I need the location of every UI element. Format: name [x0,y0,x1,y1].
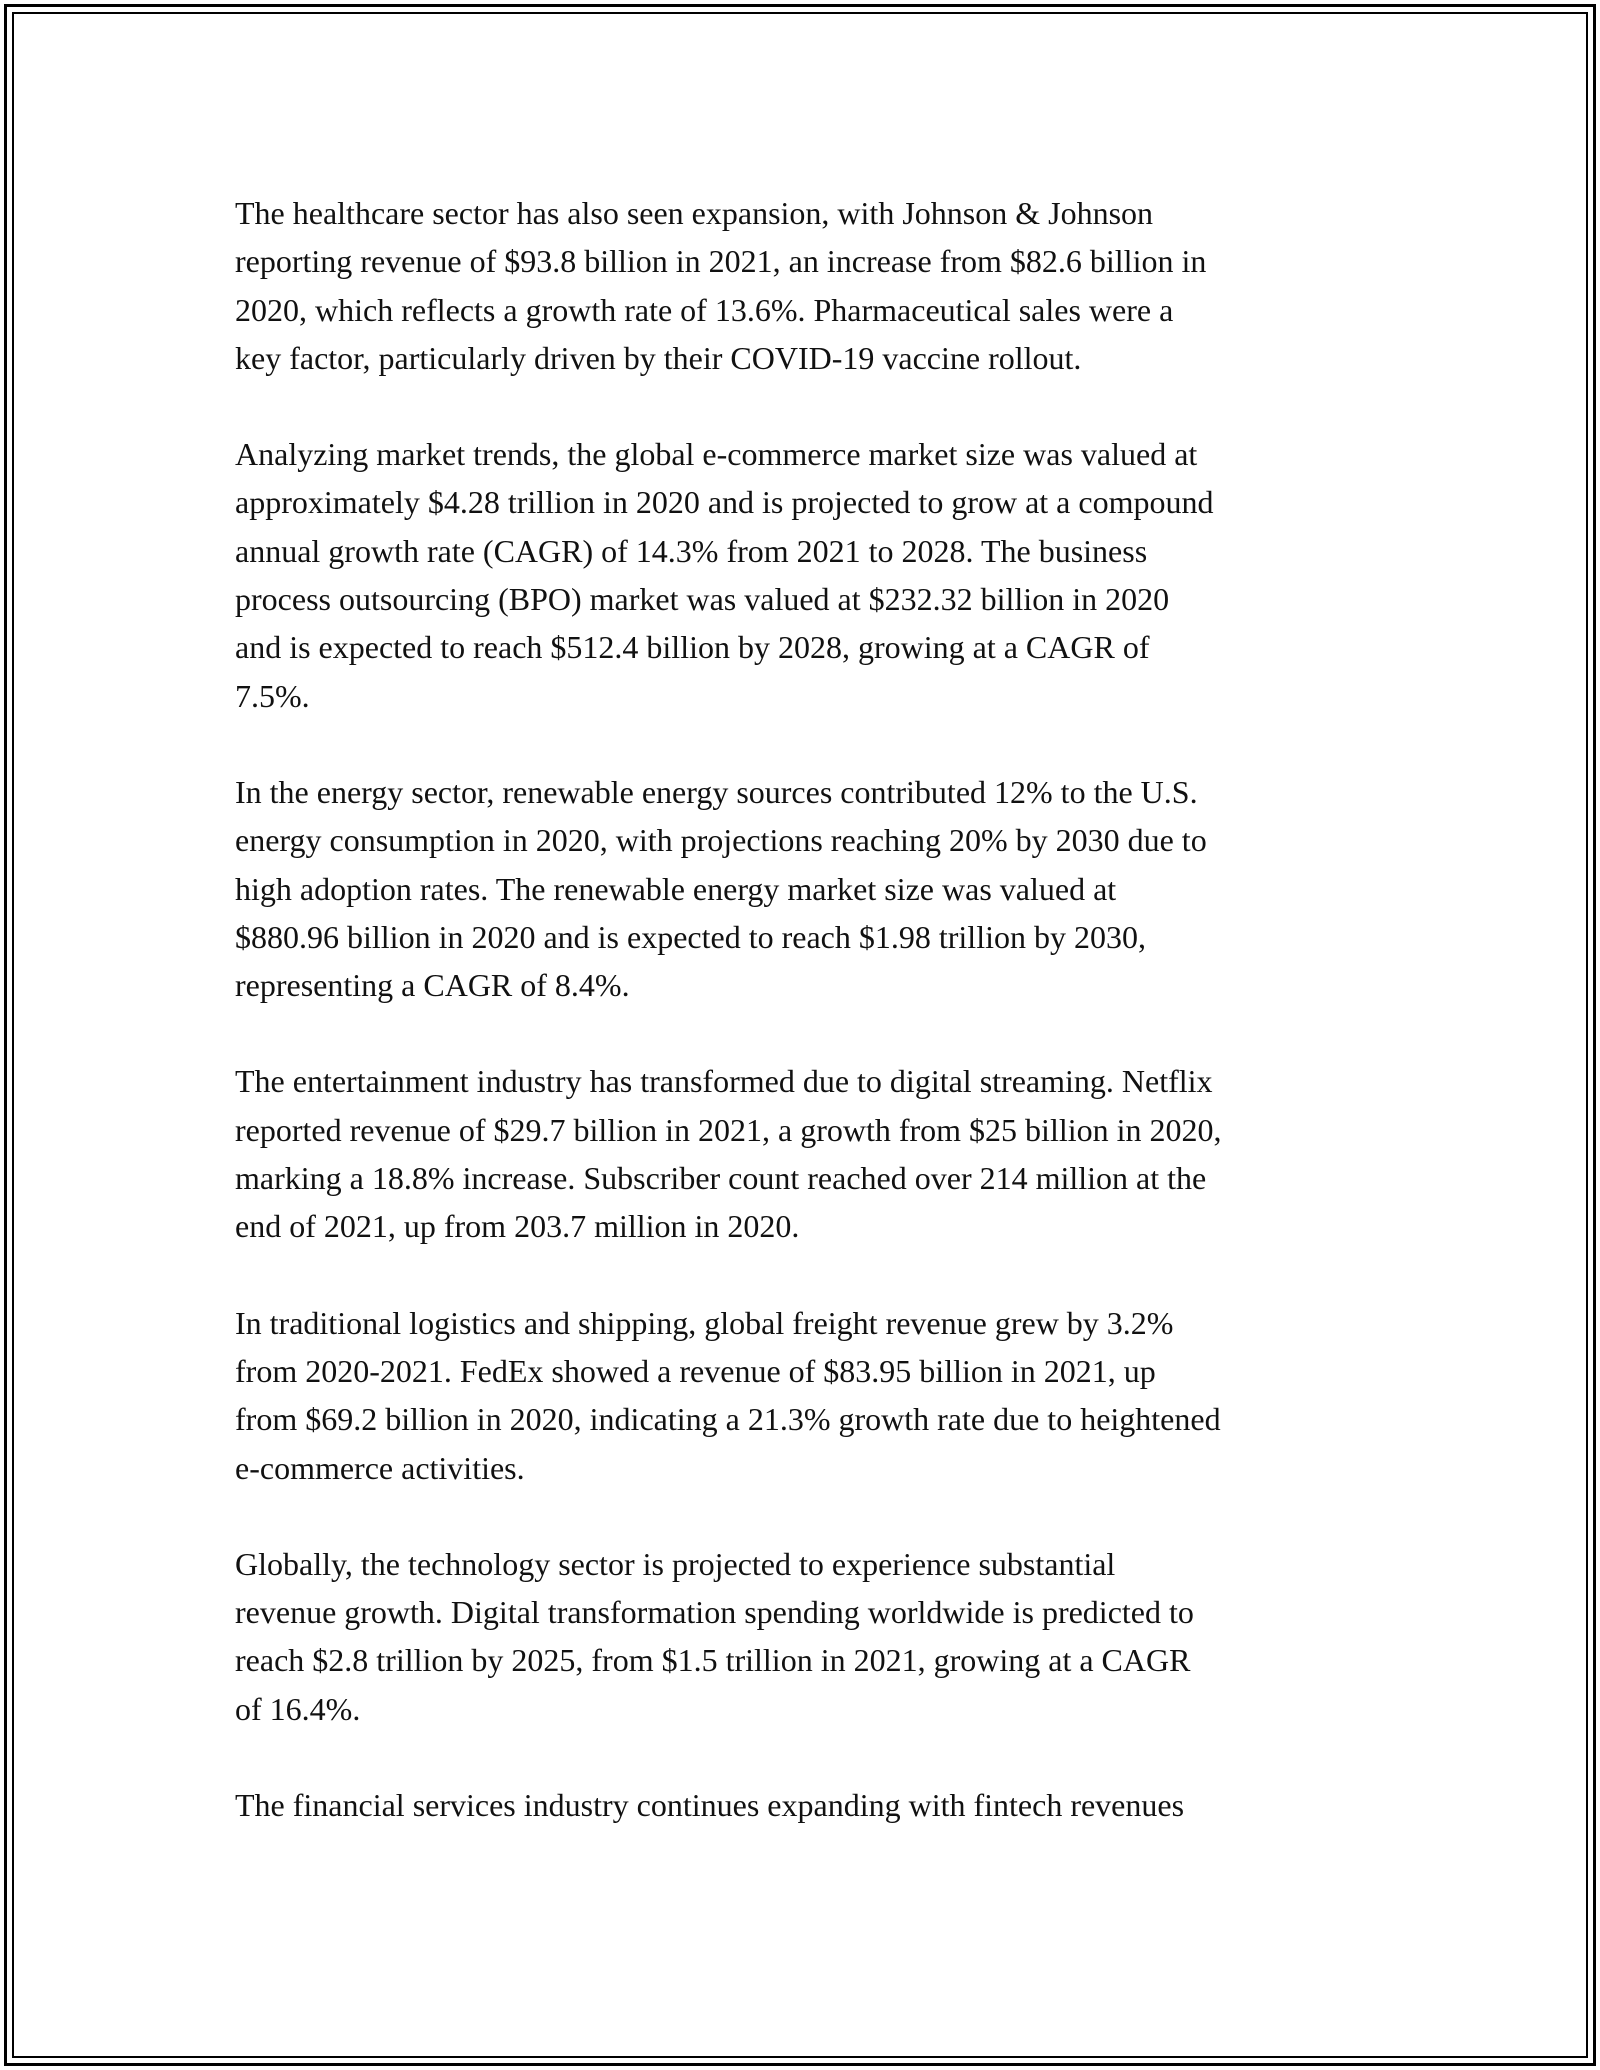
paragraph-technology: Globally, the technology sector is projected to experience substantial revenue growth. Digital transformation spending worldwide is predicted to reach $2.8 trillion by 2025, from $1.5 trillion in 2021, growing at a CAGR of 16.4%. [235,1545,1194,1727]
document-body [235,189,1375,1877]
paragraph-market-trends: Analyzing market trends, the global e-commerce market size was valued at approximately $4.28 trillion in 2020 and is projected to grow at a compound annual growth rate (CAGR) of 14.3% from 2021 to 2028. The business process outsourcing (BPO) market was valued at $232.32 billion in 2020 and is expected to reach $512.4 billion by 2028, growing at a CAGR of 7.5%. [235,436,1214,714]
paragraph-financial: The financial services industry continues expanding with fintech revenues [235,1787,1185,1824]
paragraph-logistics: In traditional logistics and shipping, global freight revenue grew by 3.2% from 2020-2021. FedEx showed a revenue of $83.95 billion in 2021, up from $69.2 billion in 2020, indicating a 21.3% growth rate due to heightened e-commerce activities. [235,1304,1221,1486]
paragraph-healthcare: The healthcare sector has also seen expansion, with Johnson & Johnson reporting revenue of $93.8 billion in 2021, an increase from $82.6 billion in 2020, which reflects a growth rate of 13.6%. Pharmaceutical sales were a key factor, particularly driven by their COVID-19 vaccine rollout. [235,195,1207,376]
paragraph-entertainment: The entertainment industry has transformed due to digital streaming. Netflix reported revenue of $29.7 billion in 2021, a growth from $25 billion in 2020, marking a 18.8% increase. Subscriber count reached over 214 million at the end of 2021, up from 203.7 million in 2020. [235,1063,1222,1245]
paragraph-energy: In the energy sector, renewable energy sources contributed 12% to the U.S. energy consumption in 2020, with projections reaching 20% by 2030 due to high adoption rates. The renewable energy market size was valued at $880.96 billion in 2020 and is expected to reach $1.98 trillion by 2030, representing a CAGR of 8.4%. [235,773,1207,1004]
